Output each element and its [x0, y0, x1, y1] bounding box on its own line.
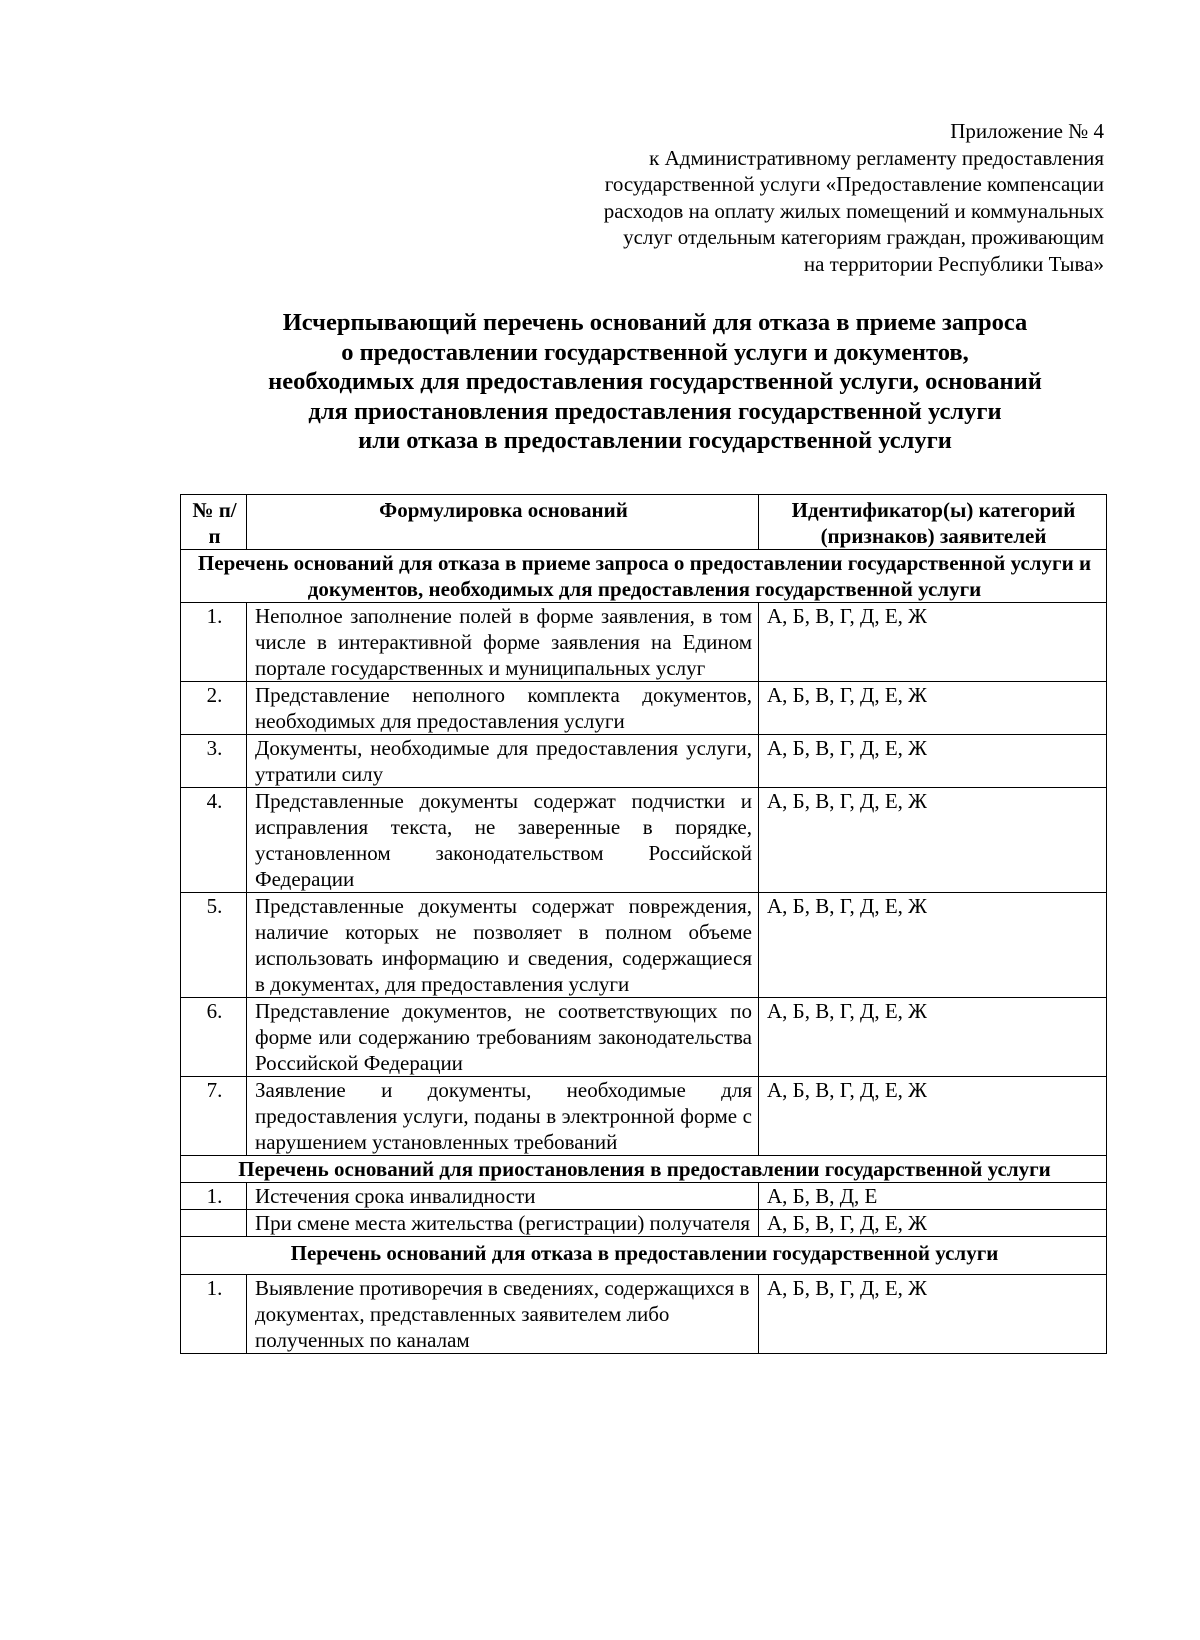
table-row	[181, 735, 1107, 788]
section-row	[181, 1237, 1107, 1275]
table-row	[181, 1275, 1107, 1354]
table-row	[181, 788, 1107, 893]
row-identifiers: А, Б, В, Г, Д, Е, Ж	[759, 682, 1107, 735]
row-identifiers: А, Б, В, Г, Д, Е, Ж	[759, 893, 1107, 998]
row-ground: Представление документов, не соответствующих по форме или содержанию требованиям законодательства Российской Федерации	[247, 998, 759, 1077]
appendix-line: на территории Республики Тыва»	[803, 251, 1104, 276]
title-line: необходимых для предоставления государственной услуги, оснований	[268, 368, 1042, 395]
appendix-line: к Административному регламенту предоставления	[649, 145, 1104, 170]
row-number	[181, 1210, 247, 1237]
appendix-line: расходов на оплату жилых помещений и коммунальных	[603, 198, 1104, 223]
row-number: 2.	[181, 682, 247, 735]
row-ground: Истечения срока инвалидности	[247, 1183, 759, 1210]
section-title: Перечень оснований для приостановления в предоставлении государственной услуги	[181, 1156, 1107, 1183]
row-identifiers: А, Б, В, Г, Д, Е, Ж	[759, 1210, 1107, 1237]
row-identifiers: А, Б, В, Г, Д, Е, Ж	[759, 735, 1107, 788]
row-number: 4.	[181, 788, 247, 893]
row-identifiers: А, Б, В, Д, Е	[759, 1183, 1107, 1210]
row-ground: Заявление и документы, необходимые для предоставления услуги, поданы в электронной форме с нарушением установленных требований	[247, 1077, 759, 1156]
row-identifiers: А, Б, В, Г, Д, Е, Ж	[759, 1077, 1107, 1156]
title-line: или отказа в предоставлении государственной услуги	[358, 427, 952, 454]
row-ground: Неполное заполнение полей в форме заявления, в том числе в интерактивной форме заявления на Едином портале государственных и муниципальных услуг	[247, 603, 759, 682]
section-row	[181, 550, 1107, 603]
appendix-line: государственной услуги «Предоставление компенсации	[604, 172, 1104, 196]
row-ground: При смене места жительства (регистрации) получателя	[247, 1210, 759, 1237]
section-title: Перечень оснований для отказа в предоставлении государственной услуги	[181, 1237, 1107, 1275]
grounds-table	[180, 494, 1107, 1354]
document-title	[180, 308, 1130, 456]
appendix-header	[484, 118, 1104, 277]
table-row	[181, 893, 1107, 998]
row-number: 5.	[181, 893, 247, 998]
table-row	[181, 1210, 1107, 1237]
section-row	[181, 1156, 1107, 1183]
row-ground: Представленные документы содержат подчистки и исправления текста, не заверенные в порядке, установленном законодательством Российской Федерации	[247, 788, 759, 893]
row-ground: Представление неполного комплекта документов, необходимых для предоставления услуги	[247, 682, 759, 735]
row-identifiers: А, Б, В, Г, Д, Е, Ж	[759, 998, 1107, 1077]
header-identifiers: Идентификатор(ы) категорий (признаков) заявителей	[759, 495, 1107, 550]
row-ground: Представленные документы содержат повреждения, наличие которых не позволяет в полном объеме использовать информацию и сведения, содержащиеся в документах, для предоставления услуги	[247, 893, 759, 998]
table-header-row	[181, 495, 1107, 550]
row-number: 1.	[181, 603, 247, 682]
table-row	[181, 998, 1107, 1077]
row-ground: Документы, необходимые для предоставления услуги, утратили силу	[247, 735, 759, 788]
row-number: 7.	[181, 1077, 247, 1156]
row-number: 6.	[181, 998, 247, 1077]
row-number: 1.	[181, 1275, 247, 1354]
row-number: 1.	[181, 1183, 247, 1210]
title-line: для приостановления предоставления государственной услуги	[308, 397, 1002, 425]
row-identifiers: А, Б, В, Г, Д, Е, Ж	[759, 788, 1107, 893]
row-ground: Выявление противоречия в сведениях, содержащихся в документах, представленных заявителем либо полученных по каналам	[247, 1275, 759, 1354]
row-number: 3.	[181, 735, 247, 788]
table-row	[181, 682, 1107, 735]
appendix-number: Приложение № 4	[950, 119, 1104, 143]
row-identifiers: А, Б, В, Г, Д, Е, Ж	[759, 1275, 1107, 1354]
table-row	[181, 1183, 1107, 1210]
row-identifiers: А, Б, В, Г, Д, Е, Ж	[759, 603, 1107, 682]
header-number: № п/п	[181, 495, 247, 550]
title-line: Исчерпывающий перечень оснований для отказа в приеме запроса	[282, 309, 1028, 336]
section-title: Перечень оснований для отказа в приеме запроса о предоставлении государственной услуги и документов, необходимых для предоставления государственной услуги	[181, 550, 1107, 603]
table-row	[181, 1077, 1107, 1156]
appendix-line: услуг отдельным категориям граждан, проживающим	[623, 225, 1104, 249]
title-line: о предоставлении государственной услуги и документов,	[341, 338, 969, 366]
table-row	[181, 603, 1107, 682]
header-wording: Формулировка оснований	[247, 495, 759, 550]
